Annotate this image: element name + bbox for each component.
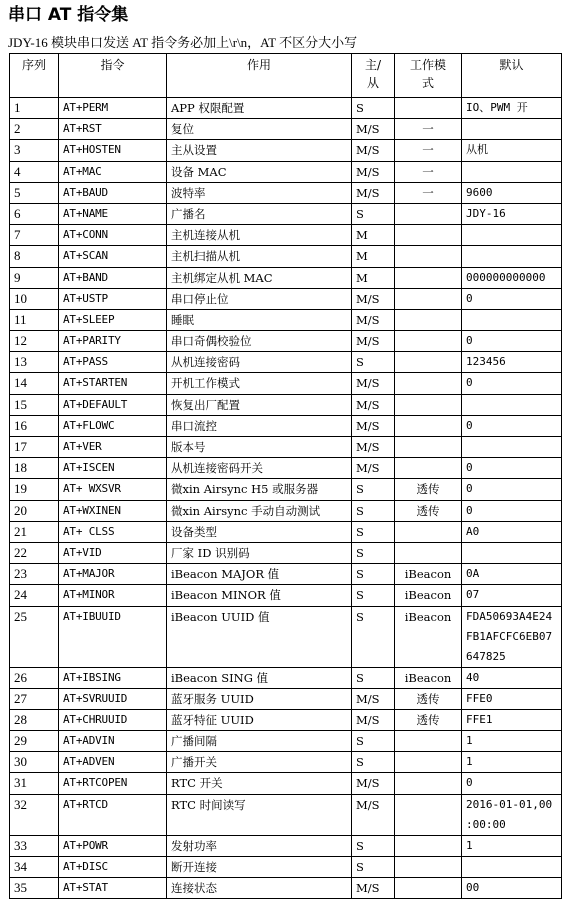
cell-command: AT+HOSTEN	[59, 140, 167, 161]
cell-command: AT+SLEEP	[59, 309, 167, 330]
table-row	[10, 731, 562, 752]
cell-index: 17	[10, 437, 59, 458]
cell-function: 主从设置	[167, 140, 352, 161]
table-row	[10, 500, 562, 521]
cell-mode: iBeacon	[395, 585, 462, 606]
cell-function: 发射功率	[167, 835, 352, 856]
cell-mode: 一	[395, 161, 462, 182]
cell-role: S	[352, 479, 395, 500]
cell-command: AT+ISCEN	[59, 458, 167, 479]
cell-mode: 透传	[395, 688, 462, 709]
cell-function: 版本号	[167, 437, 352, 458]
cell-default: 0	[462, 458, 562, 479]
table-row	[10, 458, 562, 479]
cell-role: S	[352, 352, 395, 373]
cell-mode: iBeacon	[395, 667, 462, 688]
cell-role: M/S	[352, 140, 395, 161]
cell-function: 蓝牙特征 UUID	[167, 709, 352, 730]
cell-function: 微xin Airsync H5 或服务器	[167, 479, 352, 500]
cell-default	[462, 856, 562, 877]
cell-index: 20	[10, 500, 59, 521]
cell-index: 15	[10, 394, 59, 415]
cell-mode: 透传	[395, 709, 462, 730]
cell-default: 1	[462, 752, 562, 773]
table-row	[10, 203, 562, 224]
cell-role: S	[352, 606, 395, 667]
cell-role: M	[352, 267, 395, 288]
cell-index: 32	[10, 794, 59, 835]
cell-function: 广播名	[167, 203, 352, 224]
cell-mode	[395, 731, 462, 752]
cell-default: 40	[462, 667, 562, 688]
cell-function: APP 权限配置	[167, 98, 352, 119]
cell-mode	[395, 98, 462, 119]
table-row	[10, 373, 562, 394]
cell-mode	[395, 352, 462, 373]
cell-mode	[395, 288, 462, 309]
table-row	[10, 394, 562, 415]
cell-index: 24	[10, 585, 59, 606]
cell-index: 19	[10, 479, 59, 500]
cell-mode	[395, 373, 462, 394]
cell-function: 厂家 ID 识别码	[167, 542, 352, 563]
cell-command: AT+ CLSS	[59, 521, 167, 542]
cell-default	[462, 119, 562, 140]
cell-command: AT+BAUD	[59, 182, 167, 203]
table-row	[10, 225, 562, 246]
cell-function: 蓝牙服务 UUID	[167, 688, 352, 709]
cell-default	[462, 437, 562, 458]
cell-mode: 一	[395, 140, 462, 161]
cell-index: 28	[10, 709, 59, 730]
cell-command: AT+ WXSVR	[59, 479, 167, 500]
cell-function: iBeacon MAJOR 值	[167, 564, 352, 585]
cell-function: 串口流控	[167, 415, 352, 436]
cell-index: 7	[10, 225, 59, 246]
cell-default: A0	[462, 521, 562, 542]
cell-command: AT+FLOWC	[59, 415, 167, 436]
cell-command: AT+DISC	[59, 856, 167, 877]
cell-command: AT+MAJOR	[59, 564, 167, 585]
table-row	[10, 856, 562, 877]
cell-default: FDA50693A4E24 FB1AFCFC6EB07 647825	[462, 606, 562, 667]
cell-index: 21	[10, 521, 59, 542]
cell-command: AT+RTCD	[59, 794, 167, 835]
cell-default: 0	[462, 331, 562, 352]
cell-default: 00	[462, 878, 562, 899]
cell-index: 16	[10, 415, 59, 436]
cell-default: 123456	[462, 352, 562, 373]
table-row	[10, 606, 562, 667]
cell-mode	[395, 415, 462, 436]
table-header-row	[10, 54, 562, 98]
table-row	[10, 794, 562, 835]
cell-function: 广播开关	[167, 752, 352, 773]
cell-role: M/S	[352, 709, 395, 730]
cell-mode	[395, 835, 462, 856]
cell-role: S	[352, 521, 395, 542]
header-command: 指令	[59, 54, 167, 98]
cell-index: 13	[10, 352, 59, 373]
cell-mode	[395, 521, 462, 542]
cell-role: M/S	[352, 373, 395, 394]
cell-function: RTC 开关	[167, 773, 352, 794]
cell-command: AT+MINOR	[59, 585, 167, 606]
cell-function: 主机连接从机	[167, 225, 352, 246]
cell-default	[462, 161, 562, 182]
cell-default: 0	[462, 479, 562, 500]
cell-mode	[395, 309, 462, 330]
cell-function: 恢复出厂配置	[167, 394, 352, 415]
cell-role: S	[352, 585, 395, 606]
cell-command: AT+USTP	[59, 288, 167, 309]
table-row	[10, 437, 562, 458]
cell-function: 微xin Airsync 手动自动测试	[167, 500, 352, 521]
header-function: 作用	[167, 54, 352, 98]
cell-command: AT+ADVEN	[59, 752, 167, 773]
cell-index: 25	[10, 606, 59, 667]
cell-command: AT+ADVIN	[59, 731, 167, 752]
table-row	[10, 352, 562, 373]
cell-command: AT+RST	[59, 119, 167, 140]
cell-index: 22	[10, 542, 59, 563]
table-row	[10, 878, 562, 899]
cell-function: 从机连接密码开关	[167, 458, 352, 479]
cell-command: AT+STAT	[59, 878, 167, 899]
cell-mode	[395, 437, 462, 458]
cell-mode	[395, 225, 462, 246]
cell-mode: 透传	[395, 479, 462, 500]
cell-default	[462, 246, 562, 267]
cell-role: M/S	[352, 394, 395, 415]
table-row	[10, 246, 562, 267]
cell-index: 31	[10, 773, 59, 794]
cell-command: AT+POWR	[59, 835, 167, 856]
cell-index: 2	[10, 119, 59, 140]
table-row	[10, 688, 562, 709]
cell-command: AT+IBUUID	[59, 606, 167, 667]
cell-mode	[395, 794, 462, 835]
table-row	[10, 267, 562, 288]
cell-role: S	[352, 835, 395, 856]
cell-default: FFE0	[462, 688, 562, 709]
cell-index: 33	[10, 835, 59, 856]
cell-role: M/S	[352, 161, 395, 182]
table-row	[10, 98, 562, 119]
cell-mode	[395, 542, 462, 563]
cell-function: iBeacon SING 值	[167, 667, 352, 688]
cell-index: 27	[10, 688, 59, 709]
cell-role: S	[352, 752, 395, 773]
cell-mode	[395, 246, 462, 267]
table-row	[10, 288, 562, 309]
cell-function: 从机连接密码	[167, 352, 352, 373]
cell-function: 主机绑定从机 MAC	[167, 267, 352, 288]
cell-mode	[395, 752, 462, 773]
header-mode: 工作模 式	[395, 54, 462, 98]
cell-function: 设备 MAC	[167, 161, 352, 182]
cell-index: 34	[10, 856, 59, 877]
cell-mode	[395, 773, 462, 794]
cell-function: RTC 时间读写	[167, 794, 352, 835]
cell-default: IO、PWM 开	[462, 98, 562, 119]
cell-function: iBeacon MINOR 值	[167, 585, 352, 606]
cell-role: M/S	[352, 688, 395, 709]
cell-default: 1	[462, 835, 562, 856]
cell-default: 0	[462, 373, 562, 394]
cell-role: M/S	[352, 415, 395, 436]
cell-index: 26	[10, 667, 59, 688]
cell-default: 07	[462, 585, 562, 606]
table-row	[10, 415, 562, 436]
at-command-table	[9, 53, 562, 899]
cell-index: 29	[10, 731, 59, 752]
cell-command: AT+CHRUUID	[59, 709, 167, 730]
cell-function: 波特率	[167, 182, 352, 203]
cell-role: M/S	[352, 878, 395, 899]
cell-command: AT+DEFAULT	[59, 394, 167, 415]
table-row	[10, 773, 562, 794]
cell-function: 连接状态	[167, 878, 352, 899]
cell-mode: iBeacon	[395, 606, 462, 667]
header-default: 默认	[462, 54, 562, 98]
cell-index: 23	[10, 564, 59, 585]
table-row	[10, 309, 562, 330]
cell-role: M/S	[352, 437, 395, 458]
cell-index: 10	[10, 288, 59, 309]
cell-default	[462, 542, 562, 563]
table-row	[10, 542, 562, 563]
cell-command: AT+NAME	[59, 203, 167, 224]
cell-index: 30	[10, 752, 59, 773]
table-row	[10, 835, 562, 856]
cell-index: 9	[10, 267, 59, 288]
cell-default: 0	[462, 288, 562, 309]
cell-default: 1	[462, 731, 562, 752]
cell-role: S	[352, 856, 395, 877]
page-title: 串口 AT 指令集	[8, 5, 129, 25]
table-row	[10, 119, 562, 140]
cell-role: S	[352, 564, 395, 585]
cell-index: 1	[10, 98, 59, 119]
table-row	[10, 585, 562, 606]
cell-mode	[395, 331, 462, 352]
cell-role: M/S	[352, 119, 395, 140]
cell-index: 14	[10, 373, 59, 394]
cell-index: 6	[10, 203, 59, 224]
cell-default: FFE1	[462, 709, 562, 730]
cell-role: M	[352, 246, 395, 267]
cell-default	[462, 309, 562, 330]
cell-mode: iBeacon	[395, 564, 462, 585]
cell-index: 5	[10, 182, 59, 203]
cell-role: M/S	[352, 288, 395, 309]
cell-command: AT+VER	[59, 437, 167, 458]
cell-default: JDY-16	[462, 203, 562, 224]
cell-function: 串口奇偶校验位	[167, 331, 352, 352]
table-row	[10, 564, 562, 585]
cell-mode	[395, 878, 462, 899]
cell-function: 设备类型	[167, 521, 352, 542]
cell-index: 4	[10, 161, 59, 182]
cell-role: M/S	[352, 458, 395, 479]
cell-command: AT+PERM	[59, 98, 167, 119]
table-row	[10, 140, 562, 161]
cell-command: AT+IBSING	[59, 667, 167, 688]
table-row	[10, 521, 562, 542]
cell-index: 8	[10, 246, 59, 267]
table-row	[10, 479, 562, 500]
cell-function: 主机扫描从机	[167, 246, 352, 267]
cell-command: AT+WXINEN	[59, 500, 167, 521]
cell-command: AT+STARTEN	[59, 373, 167, 394]
table-row	[10, 182, 562, 203]
table-row	[10, 667, 562, 688]
cell-role: S	[352, 731, 395, 752]
cell-mode	[395, 856, 462, 877]
cell-command: AT+RTCOPEN	[59, 773, 167, 794]
cell-mode	[395, 394, 462, 415]
cell-mode	[395, 203, 462, 224]
cell-role: M	[352, 225, 395, 246]
cell-mode: 一	[395, 182, 462, 203]
cell-function: 睡眠	[167, 309, 352, 330]
cell-command: AT+PASS	[59, 352, 167, 373]
cell-function: 复位	[167, 119, 352, 140]
table-row	[10, 709, 562, 730]
cell-default: 从机	[462, 140, 562, 161]
header-index: 序列	[10, 54, 59, 98]
table-row	[10, 161, 562, 182]
cell-index: 3	[10, 140, 59, 161]
page-subtitle: JDY-16 模块串口发送 AT 指令务必加上\r\n，AT 不区分大小写	[8, 35, 358, 50]
cell-index: 12	[10, 331, 59, 352]
cell-mode	[395, 458, 462, 479]
cell-role: M/S	[352, 309, 395, 330]
table-row	[10, 752, 562, 773]
cell-default: 000000000000	[462, 267, 562, 288]
cell-command: AT+MAC	[59, 161, 167, 182]
cell-role: S	[352, 542, 395, 563]
cell-default: 9600	[462, 182, 562, 203]
header-role: 主/ 从	[352, 54, 395, 98]
cell-mode: 一	[395, 119, 462, 140]
cell-command: AT+BAND	[59, 267, 167, 288]
cell-command: AT+VID	[59, 542, 167, 563]
cell-default: 0	[462, 500, 562, 521]
cell-role: M/S	[352, 182, 395, 203]
cell-role: S	[352, 98, 395, 119]
cell-index: 35	[10, 878, 59, 899]
cell-default: 0	[462, 773, 562, 794]
cell-role: M/S	[352, 331, 395, 352]
cell-command: AT+PARITY	[59, 331, 167, 352]
cell-index: 11	[10, 309, 59, 330]
cell-role: S	[352, 203, 395, 224]
cell-function: 断开连接	[167, 856, 352, 877]
cell-function: iBeacon UUID 值	[167, 606, 352, 667]
cell-function: 广播间隔	[167, 731, 352, 752]
cell-command: AT+SVRUUID	[59, 688, 167, 709]
cell-command: AT+CONN	[59, 225, 167, 246]
cell-role: M/S	[352, 794, 395, 835]
cell-role: S	[352, 667, 395, 688]
cell-function: 串口停止位	[167, 288, 352, 309]
cell-function: 开机工作模式	[167, 373, 352, 394]
cell-default	[462, 394, 562, 415]
cell-default: 0	[462, 415, 562, 436]
cell-default: 0A	[462, 564, 562, 585]
cell-role: M/S	[352, 773, 395, 794]
cell-default	[462, 225, 562, 246]
cell-mode	[395, 267, 462, 288]
cell-role: S	[352, 500, 395, 521]
cell-mode: 透传	[395, 500, 462, 521]
table-row	[10, 331, 562, 352]
cell-command: AT+SCAN	[59, 246, 167, 267]
cell-index: 18	[10, 458, 59, 479]
cell-default: 2016-01-01,00 :00:00	[462, 794, 562, 835]
